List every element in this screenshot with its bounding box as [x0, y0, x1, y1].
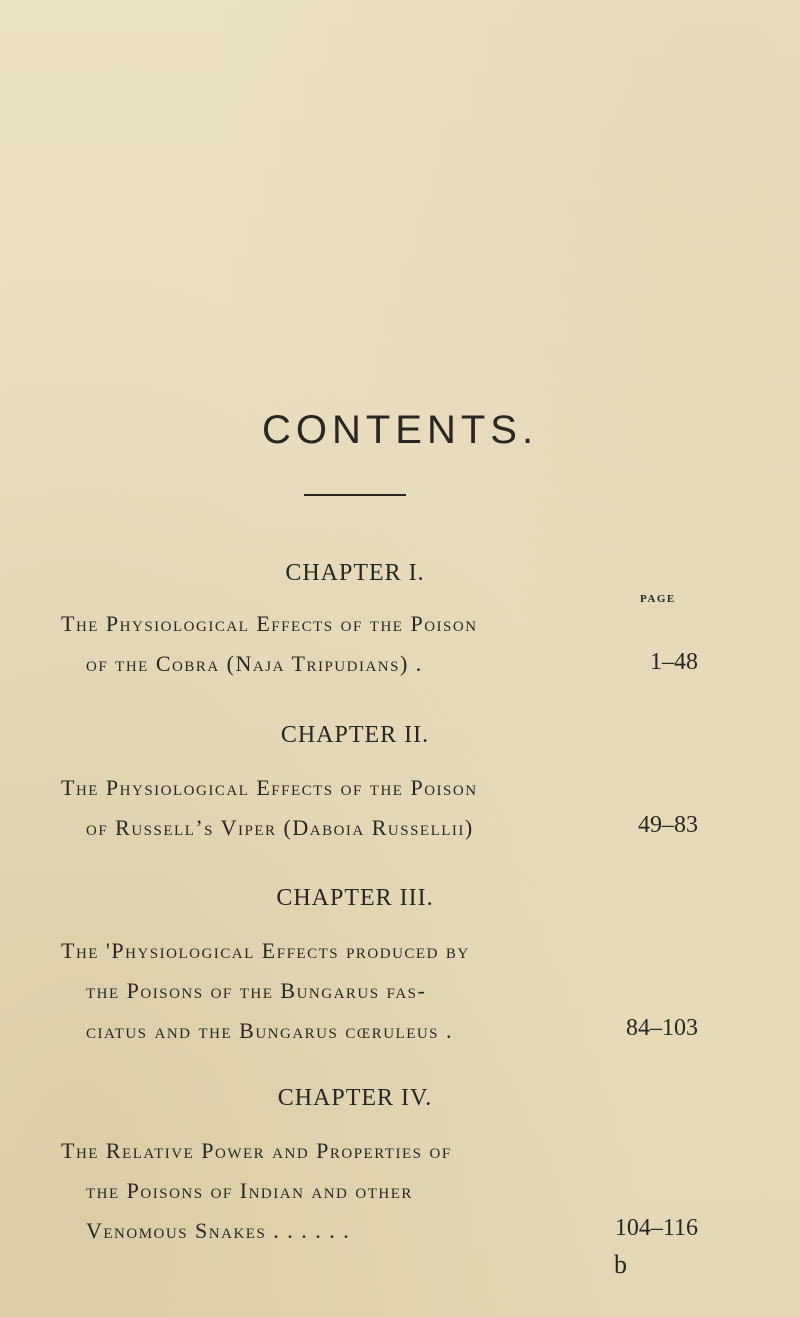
chapter-4-pages: 104–116: [614, 1215, 698, 1241]
chapter-1-title: CHAPTER I.: [285, 560, 425, 586]
chapter-4-line-1: The Relative Power and Properties of: [61, 1138, 452, 1163]
chapter-2-line-2: of Russell’s Viper (Daboia Russellii): [86, 815, 474, 840]
chapter-4-line-2: the Poisons of Indian and other: [86, 1178, 413, 1203]
chapter-3-line-2: the Poisons of the Bungarus fas-: [86, 978, 427, 1003]
chapter-3-line-3: ciatus and the Bungarus cœruleus .: [86, 1018, 454, 1043]
chapter-3-pages: 84–103: [626, 1015, 698, 1041]
chapter-2-title: CHAPTER II.: [280, 722, 430, 748]
chapter-1-line-2: of the Cobra (Naja Tripudians) .: [86, 651, 423, 676]
signature-mark: b: [614, 1250, 627, 1279]
chapter-2-pages: 49–83: [638, 812, 698, 838]
chapter-1-line-1: The Physiological Effects of the Poison: [61, 611, 478, 636]
chapter-1-pages: 1–48: [650, 649, 698, 675]
chapter-3-title: CHAPTER III.: [276, 885, 434, 911]
chapter-3-line-1: The 'Physiological Effects produced by: [61, 938, 470, 963]
page-column-label: PAGE: [640, 593, 676, 605]
chapter-2-line-1: The Physiological Effects of the Poison: [61, 775, 478, 800]
chapter-4-line-3: Venomous Snakes . . . . . .: [86, 1218, 351, 1243]
chapter-4-title: CHAPTER IV.: [277, 1085, 433, 1111]
title-rule: [304, 494, 406, 496]
page-title: CONTENTS.: [261, 408, 539, 452]
